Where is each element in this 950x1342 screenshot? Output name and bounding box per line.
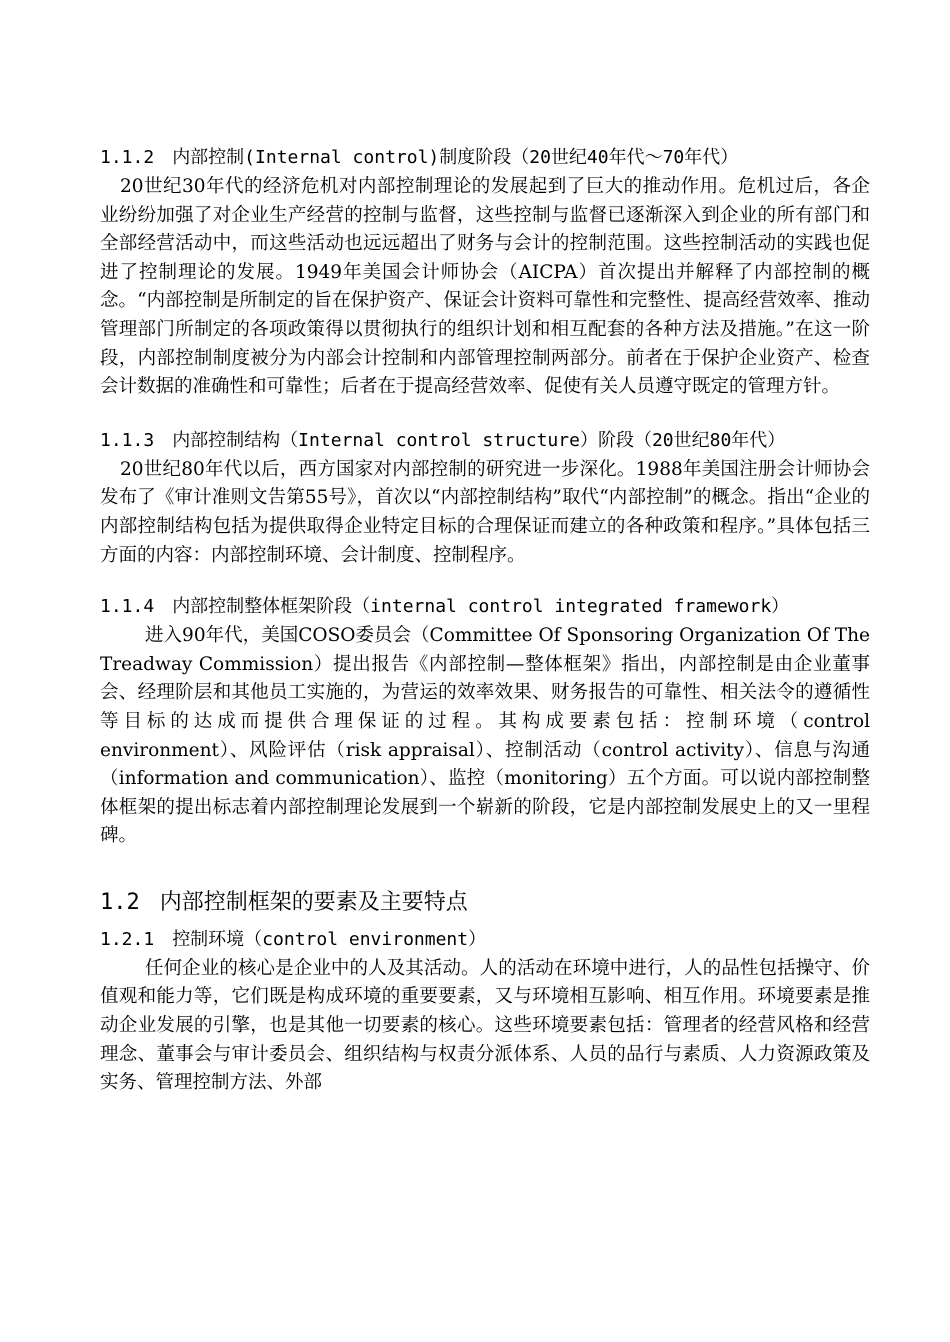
section-number: 1.1.3 <box>100 429 155 451</box>
section-title: 内部控制(Internal control)制度阶段（20世纪40年代～70年代） <box>172 147 739 168</box>
section-heading-1-1-4 <box>100 592 870 622</box>
spacer <box>100 851 870 885</box>
section-title: 内部控制结构（Internal control structure）阶段（20世纪80年代） <box>172 429 786 451</box>
section-body-paragraph: 任何企业的核心是企业中的人及其活动。人的活动在环境中进行，人的品性包括操守、价值观和能力等，它们既是构成环境的重要要素，又与环境相互影响、相互作用。环境要素是推动企业发展的引擎，也是其他一切要素的核心。这些环境要素包括：管理者的经营风格和经营理念、董事会与审计委员会、组织结构与权责分派体系、人员的品行与素质、人力资源政策及实务、管理控制方法、外部 <box>100 957 870 1094</box>
spacer <box>100 402 870 426</box>
document-page <box>100 143 870 1098</box>
section-number: 1.1.2 <box>100 147 155 168</box>
chapter-heading-1-2 <box>100 885 870 921</box>
section-body-paragraph: 进入90年代，美国COSO委员会（Committee Of Sponsoring Organization Of The Treadway Commission）提出报告《内部控制—整体框架》指出，内部控制是由企业董事会、经理阶层和其他员工实施的，为营运的效率效果、财务报告的可靠性、相关法令的遵循性等目标的达成而提供合理保证的过程。其构成要素包括：控制环境（control environment）、风险评估（risk appraisal）、控制活动（control activity）、信息与沟通（information and communication）、监控（monitoring）五个方面。可以说内部控制整体框架的提出标志着内部控制理论发展到一个崭新的阶段，它是内部控制发展史上的又一里程碑。 <box>100 625 870 847</box>
section-title: 内部控制整体框架阶段（internal control integrated framework） <box>172 596 790 618</box>
section-number: 1.2.1 <box>100 928 155 950</box>
chapter-number: 1.2 <box>100 889 140 915</box>
spacer <box>100 570 870 592</box>
section-body-paragraph: 20世纪80年代以后，西方国家对内部控制的研究进一步深化。1988年美国注册会计师协会发布了《审计准则文告第55号》，首次以“内部控制结构”取代“内部控制”的概念。指出“企业的内部控制结构包括为提供取得企业特定目标的合理保证而建立的各种政策和程序。”具体包括三方面的内容：内部控制环境、会计制度、控制程序。 <box>100 458 870 566</box>
section-number: 1.1.4 <box>100 596 155 618</box>
section-heading-1-1-2 <box>100 143 870 173</box>
section-heading-1-1-3 <box>100 426 870 456</box>
chapter-title: 内部控制框架的要素及主要特点 <box>159 889 468 915</box>
section-title: 控制环境（control environment） <box>172 928 487 950</box>
section-body-paragraph: 20世纪30年代的经济危机对内部控制理论的发展起到了巨大的推动作用。危机过后，各企业纷纷加强了对企业生产经营的控制与监督，这些控制与监督已逐渐深入到企业的所有部门和全部经营活动中，而这些活动也远远超出了财务与会计的控制范围。这些控制活动的实践也促进了控制理论的发展。1949年美国会计师协会（AICPA）首次提出并解释了内部控制的概念。“内部控制是所制定的旨在保护资产、保证会计资料可靠性和完整性、提高经营效率、推动管理部门所制定的各项政策得以贯彻执行的组织计划和相互配套的各种方法及措施。”在这一阶段，内部控制制度被分为内部会计控制和内部管理控制两部分。前者在于保护企业资产、检查会计数据的准确性和可靠性；后者在于提高经营效率、促使有关人员遵守既定的管理方针。 <box>100 176 870 398</box>
section-heading-1-2-1 <box>100 925 870 955</box>
